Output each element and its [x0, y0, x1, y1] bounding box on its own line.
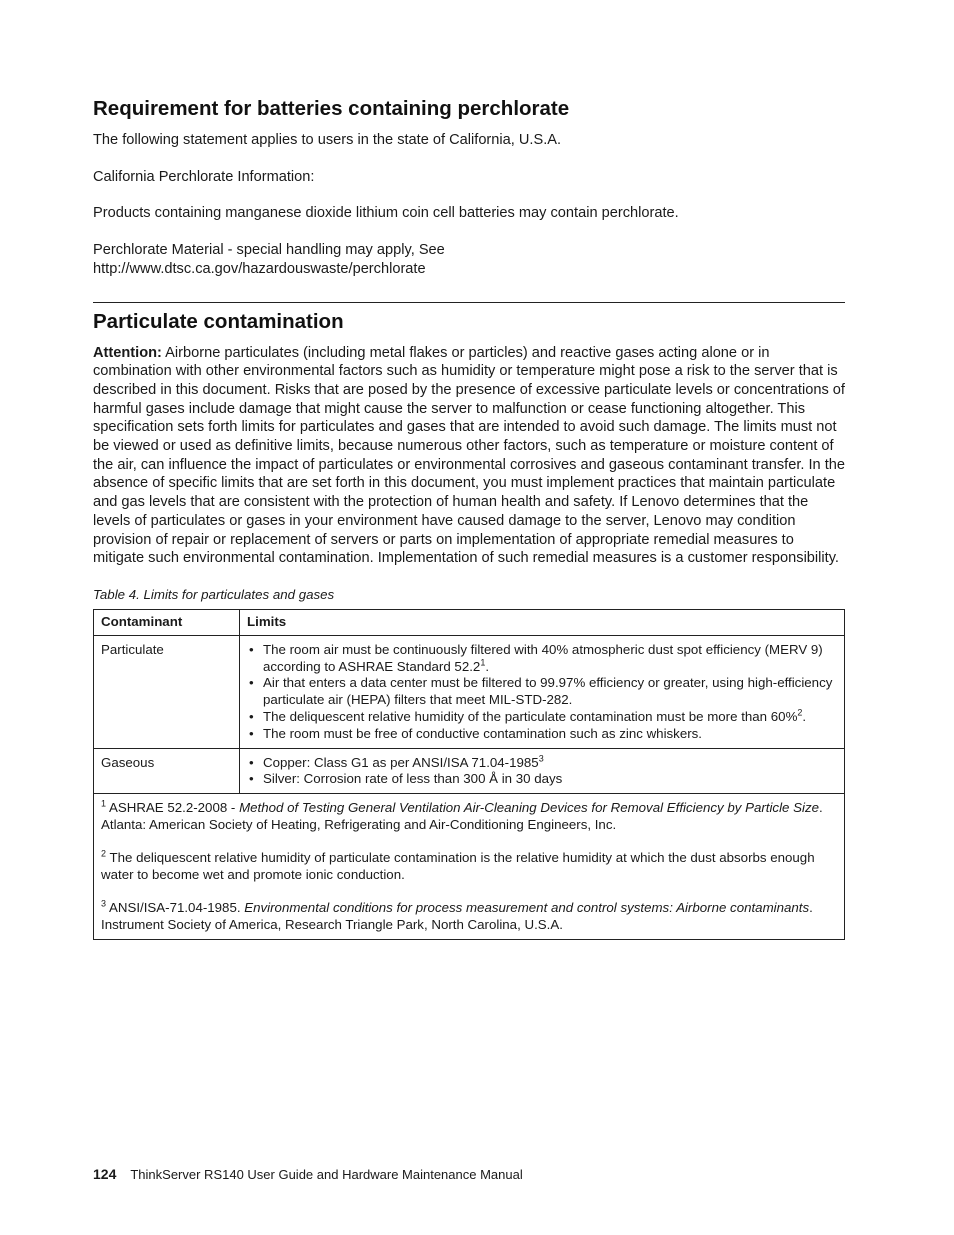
paragraph-applies-california: The following statement applies to users in the state of California, U.S.A. [93, 132, 562, 148]
perchlorate-handling-text: Perchlorate Material - special handling may apply, See [93, 242, 445, 259]
footnote-2: $^2$ The deliquescent relative humidity of particulate contamination is the relative humidity at which the dust absorbs enough water to become wet and promote ionic conduction. [101, 848, 815, 883]
list-item: • The room must be free of conductive contamination such as zinc whiskers. [247, 726, 837, 743]
attention-paragraph [93, 344, 845, 568]
header-limits: Limits [240, 609, 845, 635]
list-item: • The deliquescent relative humidity of the particulate contamination must be more than 60%$^2$. [247, 709, 837, 726]
table-row [94, 635, 845, 748]
perchlorate-url: http://www.dtsc.ca.gov/hazardouswaste/perchlorate [93, 260, 426, 277]
section-title-perchlorate: Requirement for batteries containing perchlorate [93, 97, 570, 120]
table-caption: Table 4. Limits for particulates and gases [93, 586, 335, 602]
header-contaminant: Contaminant [94, 609, 240, 635]
limits-table [93, 609, 845, 940]
gaseous-limits [240, 748, 845, 794]
contaminant-particulate: Particulate [94, 635, 240, 748]
table-footnotes [94, 794, 845, 940]
paragraph-california-info: California Perchlorate Information: [93, 168, 315, 185]
list-item: • Air that enters a data center must be filtered to 99.97% efficiency or greater, using high-efficiency particulate air (HEPA) filters that meet MIL-STD-282. [247, 675, 837, 709]
list-item: • The room air must be continuously filtered with 40% atmospheric dust spot efficiency (MERV 9) according to ASHRAE Standard 52.2$^1$. [247, 642, 837, 676]
manual-title: ThinkServer RS140 User Guide and Hardware Maintenance Manual [130, 1167, 523, 1182]
contaminant-gaseous: Gaseous [94, 748, 240, 794]
particulate-limits [240, 635, 845, 748]
attention-label: Attention: [93, 344, 162, 361]
page-footer [93, 1166, 523, 1182]
attention-text: Airborne particulates (including metal flakes or particles) and reactive gases acting alone or in combination with other environmental factors such as humidity or temperature might pose a risk to the server that is described in this document. Risks that are posed by the presence of excessive particulate levels or concentrations of harmful gases include damage that might cause the server to malfunction or cease functioning altogether. This specification sets forth limits for particulates and gases that are intended to avoid such damage. The limits must not be viewed or used as definitive limits, because numerous other factors, such as temperature or moisture content of the air, can influence the impact of particulates or environmental corrosives and gaseous contaminant transfer. In the absence of specific limits that are set forth in this document, you must implement practices that maintain particulate and gas levels that are consistent with the protection of human health and safety. If Lenovo determines that the levels of particulates or gases in your environment have caused damage to the server, Lenovo may condition provision of repair or replacement of servers or parts on implementation of appropriate remedial measures to mitigate such environmental contamination. Implementation of such remedial measures is a customer responsibility. [93, 344, 845, 567]
table-row [94, 748, 845, 794]
footnote-1: $^1$ ASHRAE 52.2-2008 - Method of Testing General Ventilation Air-Cleaning Devices for Removal Efficiency by Particle Size. Atlanta: American Society of Heating, Refrigerating and Air-Conditioning Engineers, Inc. [101, 798, 823, 832]
section-divider [93, 302, 845, 303]
list-item: • Silver: Corrosion rate of less than 300 Å in 30 days [247, 771, 837, 788]
paragraph-perchlorate-material [93, 241, 845, 278]
footnote-3: $^3$ ANSI/ISA-71.04-1985. Environmental conditions for process measurement and control systems: Airborne contaminants. Instrument Society of America, Research Triangle Park, North Carolina, U.S.A. [101, 898, 813, 933]
table-header-row [94, 609, 845, 635]
table-footnotes-row [94, 794, 845, 940]
page-content [93, 96, 845, 940]
list-item: • Copper: Class G1 as per ANSI/ISA 71.04-1985$^3$ [247, 755, 837, 772]
page-number: 124 [93, 1166, 117, 1182]
section-title-particulate: Particulate contamination [93, 309, 344, 333]
paragraph-manganese-batteries: Products containing manganese dioxide lithium coin cell batteries may contain perchlorate. [93, 205, 679, 222]
